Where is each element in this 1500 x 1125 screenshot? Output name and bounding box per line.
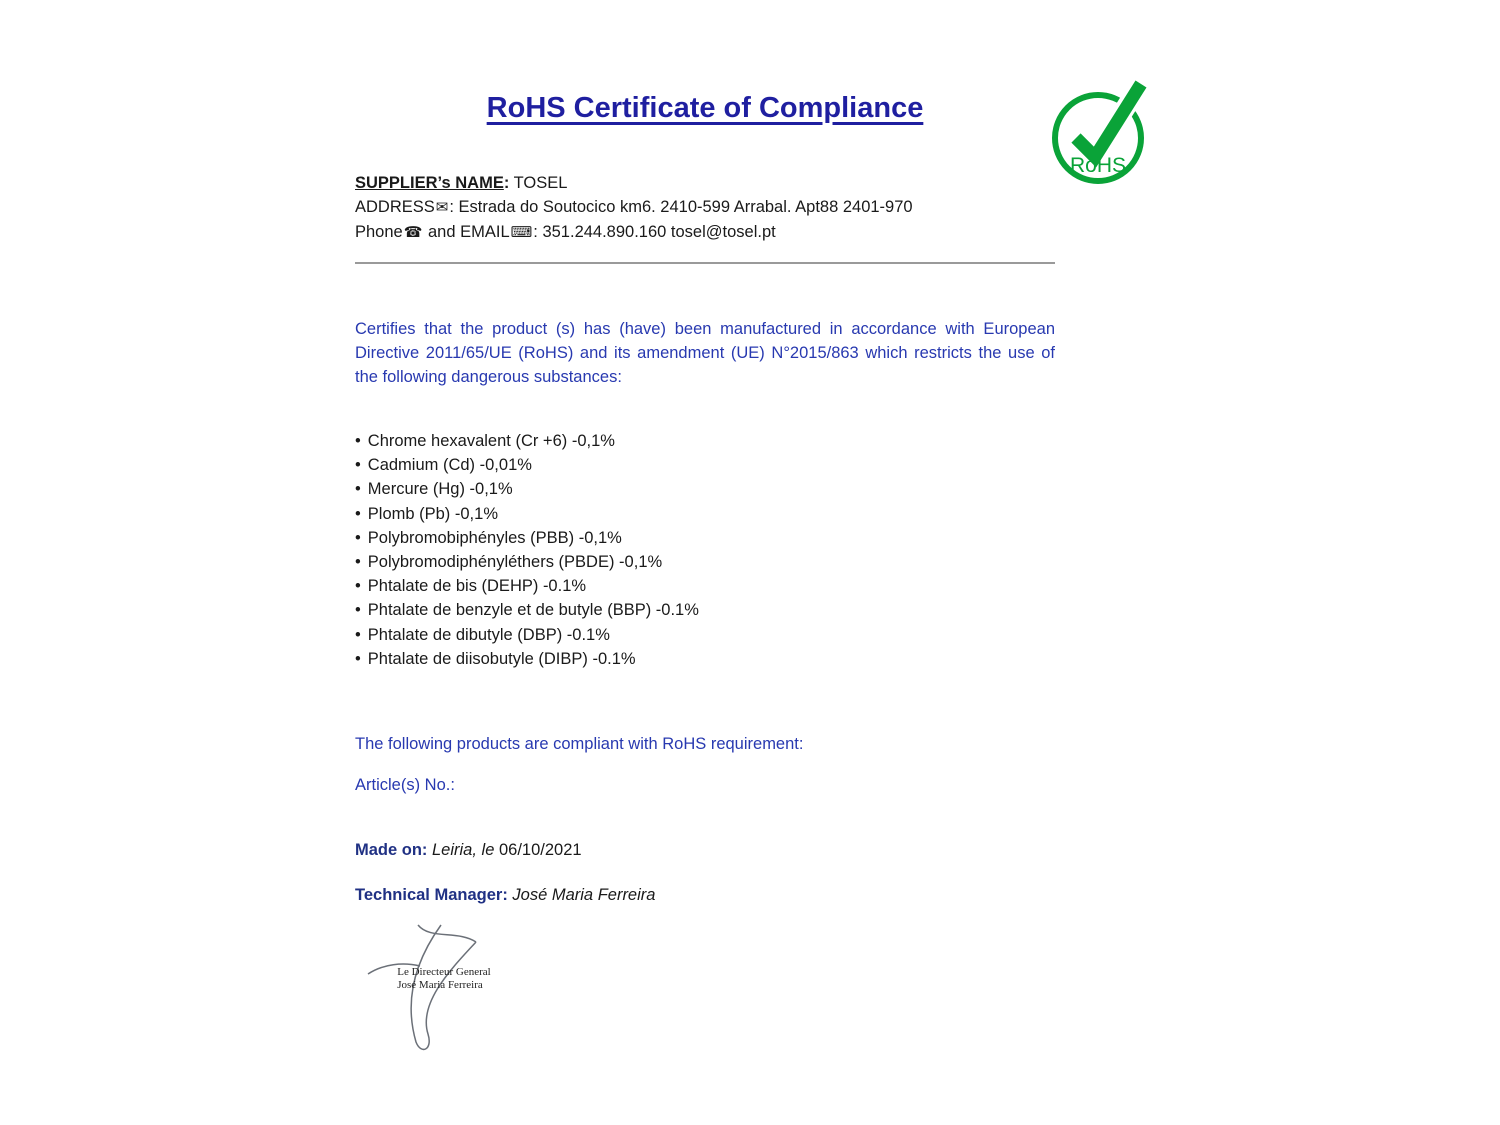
signature-title-text: Le Directeur General	[397, 966, 491, 978]
phone-label: Phone	[355, 223, 403, 241]
substance-item: • Mercure (Hg) -0,1%	[355, 477, 1055, 501]
substance-item: • Cadmium (Cd) -0,01%	[355, 453, 1055, 477]
address-label: ADDRESS	[355, 198, 435, 216]
rohs-logo-graphic	[1050, 80, 1150, 188]
rohs-logo	[1050, 80, 1150, 190]
substance-item: • Plomb (Pb) -0,1%	[355, 502, 1055, 526]
made-on-label: Made on:	[355, 841, 428, 860]
substance-item: • Polybromodiphényléthers (PBDE) -0,1%	[355, 550, 1055, 574]
signature-block	[358, 922, 528, 1052]
substance-item: • Chrome hexavalent (Cr +6) -0,1%	[355, 429, 1055, 453]
signature-scribble	[418, 925, 476, 942]
substance-item: • Phtalate de bis (DEHP) -0.1%	[355, 574, 1055, 598]
divider-line	[355, 262, 1055, 264]
substance-item: • Phtalate de dibutyle (DBP) -0.1%	[355, 623, 1055, 647]
substances-list	[355, 429, 1055, 671]
substance-item: • Phtalate de diisobutyle (DIBP) -0.1%	[355, 647, 1055, 671]
article-number-line: Article(s) No.:	[355, 776, 455, 795]
email-label: and EMAIL	[423, 223, 510, 241]
envelope-icon: ✉	[435, 199, 449, 216]
made-on-line	[355, 841, 1055, 860]
supplier-address-line	[355, 195, 1055, 220]
supplier-block	[355, 171, 1055, 245]
contact-value: : 351.244.890.160 tosel@tosel.pt	[533, 223, 776, 241]
substance-item: • Phtalate de benzyle et de butyle (BBP) -0.1%	[355, 598, 1055, 622]
signature-graphic	[358, 922, 528, 1052]
supplier-name-value: TOSEL	[509, 174, 568, 192]
compliance-statement: The following products are compliant with RoHS requirement:	[355, 735, 804, 754]
rohs-logo-text: RoHS	[1069, 154, 1127, 177]
computer-icon: ⌨	[510, 224, 533, 241]
address-value: : Estrada do Soutocico km6. 2410-599 Arrabal. Apt88 2401-970	[449, 198, 913, 216]
certification-paragraph: Certifies that the product (s) has (have) been manufactured in accordance with European Directive 2011/65/UE (RoHS) and its amendment (UE) N°2015/863 which restricts the use of the following dangerous substances:	[355, 320, 1055, 386]
technical-manager-line	[355, 886, 1055, 905]
signature-name-text: José Maria Ferreira	[397, 979, 483, 991]
phone-icon: ☎	[403, 224, 423, 241]
supplier-name-colon: :	[503, 174, 510, 192]
supplier-name-line	[355, 171, 1055, 195]
supplier-contact-line	[355, 220, 1055, 245]
supplier-name-label: SUPPLIER’s NAME	[355, 174, 504, 192]
document-body	[355, 0, 1055, 905]
substance-item: • Polybromobiphényles (PBB) -0,1%	[355, 526, 1055, 550]
page-title: RoHS Certificate of Compliance	[486, 92, 924, 124]
technical-manager-name: José Maria Ferreira	[507, 886, 656, 905]
made-on-date: 06/10/2021	[498, 841, 582, 860]
made-on-place: Leiria, le	[427, 841, 499, 860]
technical-manager-label: Technical Manager:	[355, 886, 508, 905]
